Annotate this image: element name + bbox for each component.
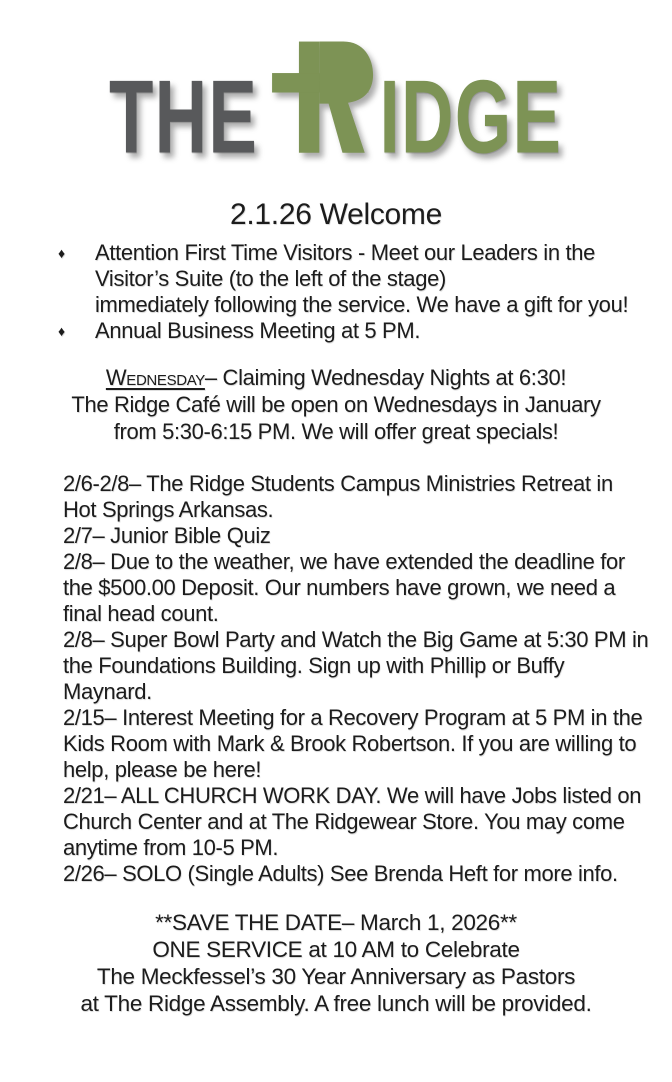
cross-r-icon (272, 42, 373, 153)
announcement-list (0, 240, 672, 344)
announcement-text: Annual Business Meeting at 5 PM. (95, 318, 421, 343)
diamond-bullet-icon: ♦ (58, 245, 66, 261)
page-title: 2.1.26 Welcome (229, 198, 443, 231)
save-the-date-section: **SAVE THE DATE– March 1, 2026** ONE SERVICE at 10 AM to Celebrate The Meckfessel’s 30 Year Anniversary as Pastors at The Ridge Assembly. A free lunch will be provided. (80, 910, 592, 1016)
wednesday-heading (10, 364, 662, 391)
wednesday-section (10, 364, 662, 445)
the-ridge-logo-svg (109, 34, 563, 164)
diamond-bullet-icon: ♦ (58, 323, 66, 339)
event-item: 2/21– ALL CHURCH WORK DAY. We will have Jobs listed on Church Center and at The Ridgewear Store. You may come anytime from 10-5 PM. (63, 783, 642, 860)
logo-green-group (272, 42, 562, 164)
events-section (63, 471, 656, 887)
wednesday-word: Wednesday (105, 365, 205, 390)
announcement-text: Attention First Time Visitors - Meet our Leaders in the Visitor’s Suite (to the left of the stage) immediately following the service. We have a gift for you! (95, 240, 629, 317)
logo-idge-text: IDGE (379, 58, 563, 164)
bulletin-page (0, 34, 672, 1082)
logo-the-text: THE (109, 58, 259, 164)
list-item (58, 240, 654, 318)
event-item: 2/7– Junior Bible Quiz (63, 523, 271, 548)
event-item: 2/6-2/8– The Ridge Students Campus Ministries Retreat in Hot Springs Arkansas. (63, 471, 613, 522)
the-ridge-logo (109, 34, 563, 164)
event-item: 2/8– Due to the weather, we have extended the deadline for the $500.00 Deposit. Our numbers have grown, we need a final head count. (63, 549, 625, 626)
event-item: 2/8– Super Bowl Party and Watch the Big Game at 5:30 PM in the Foundations Building. Sign up with Phillip or Buffy Maynard. (63, 627, 649, 704)
event-item: 2/15– Interest Meeting for a Recovery Program at 5 PM in the Kids Room with Mark & Brook Robertson. If you are willing to help, please be here! (63, 705, 643, 782)
list-item (58, 318, 654, 344)
wednesday-details: The Ridge Café will be open on Wednesdays in January from 5:30-6:15 PM. We will offer great specials! (71, 392, 601, 444)
event-item: 2/26– SOLO (Single Adults) See Brenda Heft for more info. (63, 861, 618, 886)
wednesday-heading-rest: – Claiming Wednesday Nights at 6:30! (204, 365, 567, 390)
